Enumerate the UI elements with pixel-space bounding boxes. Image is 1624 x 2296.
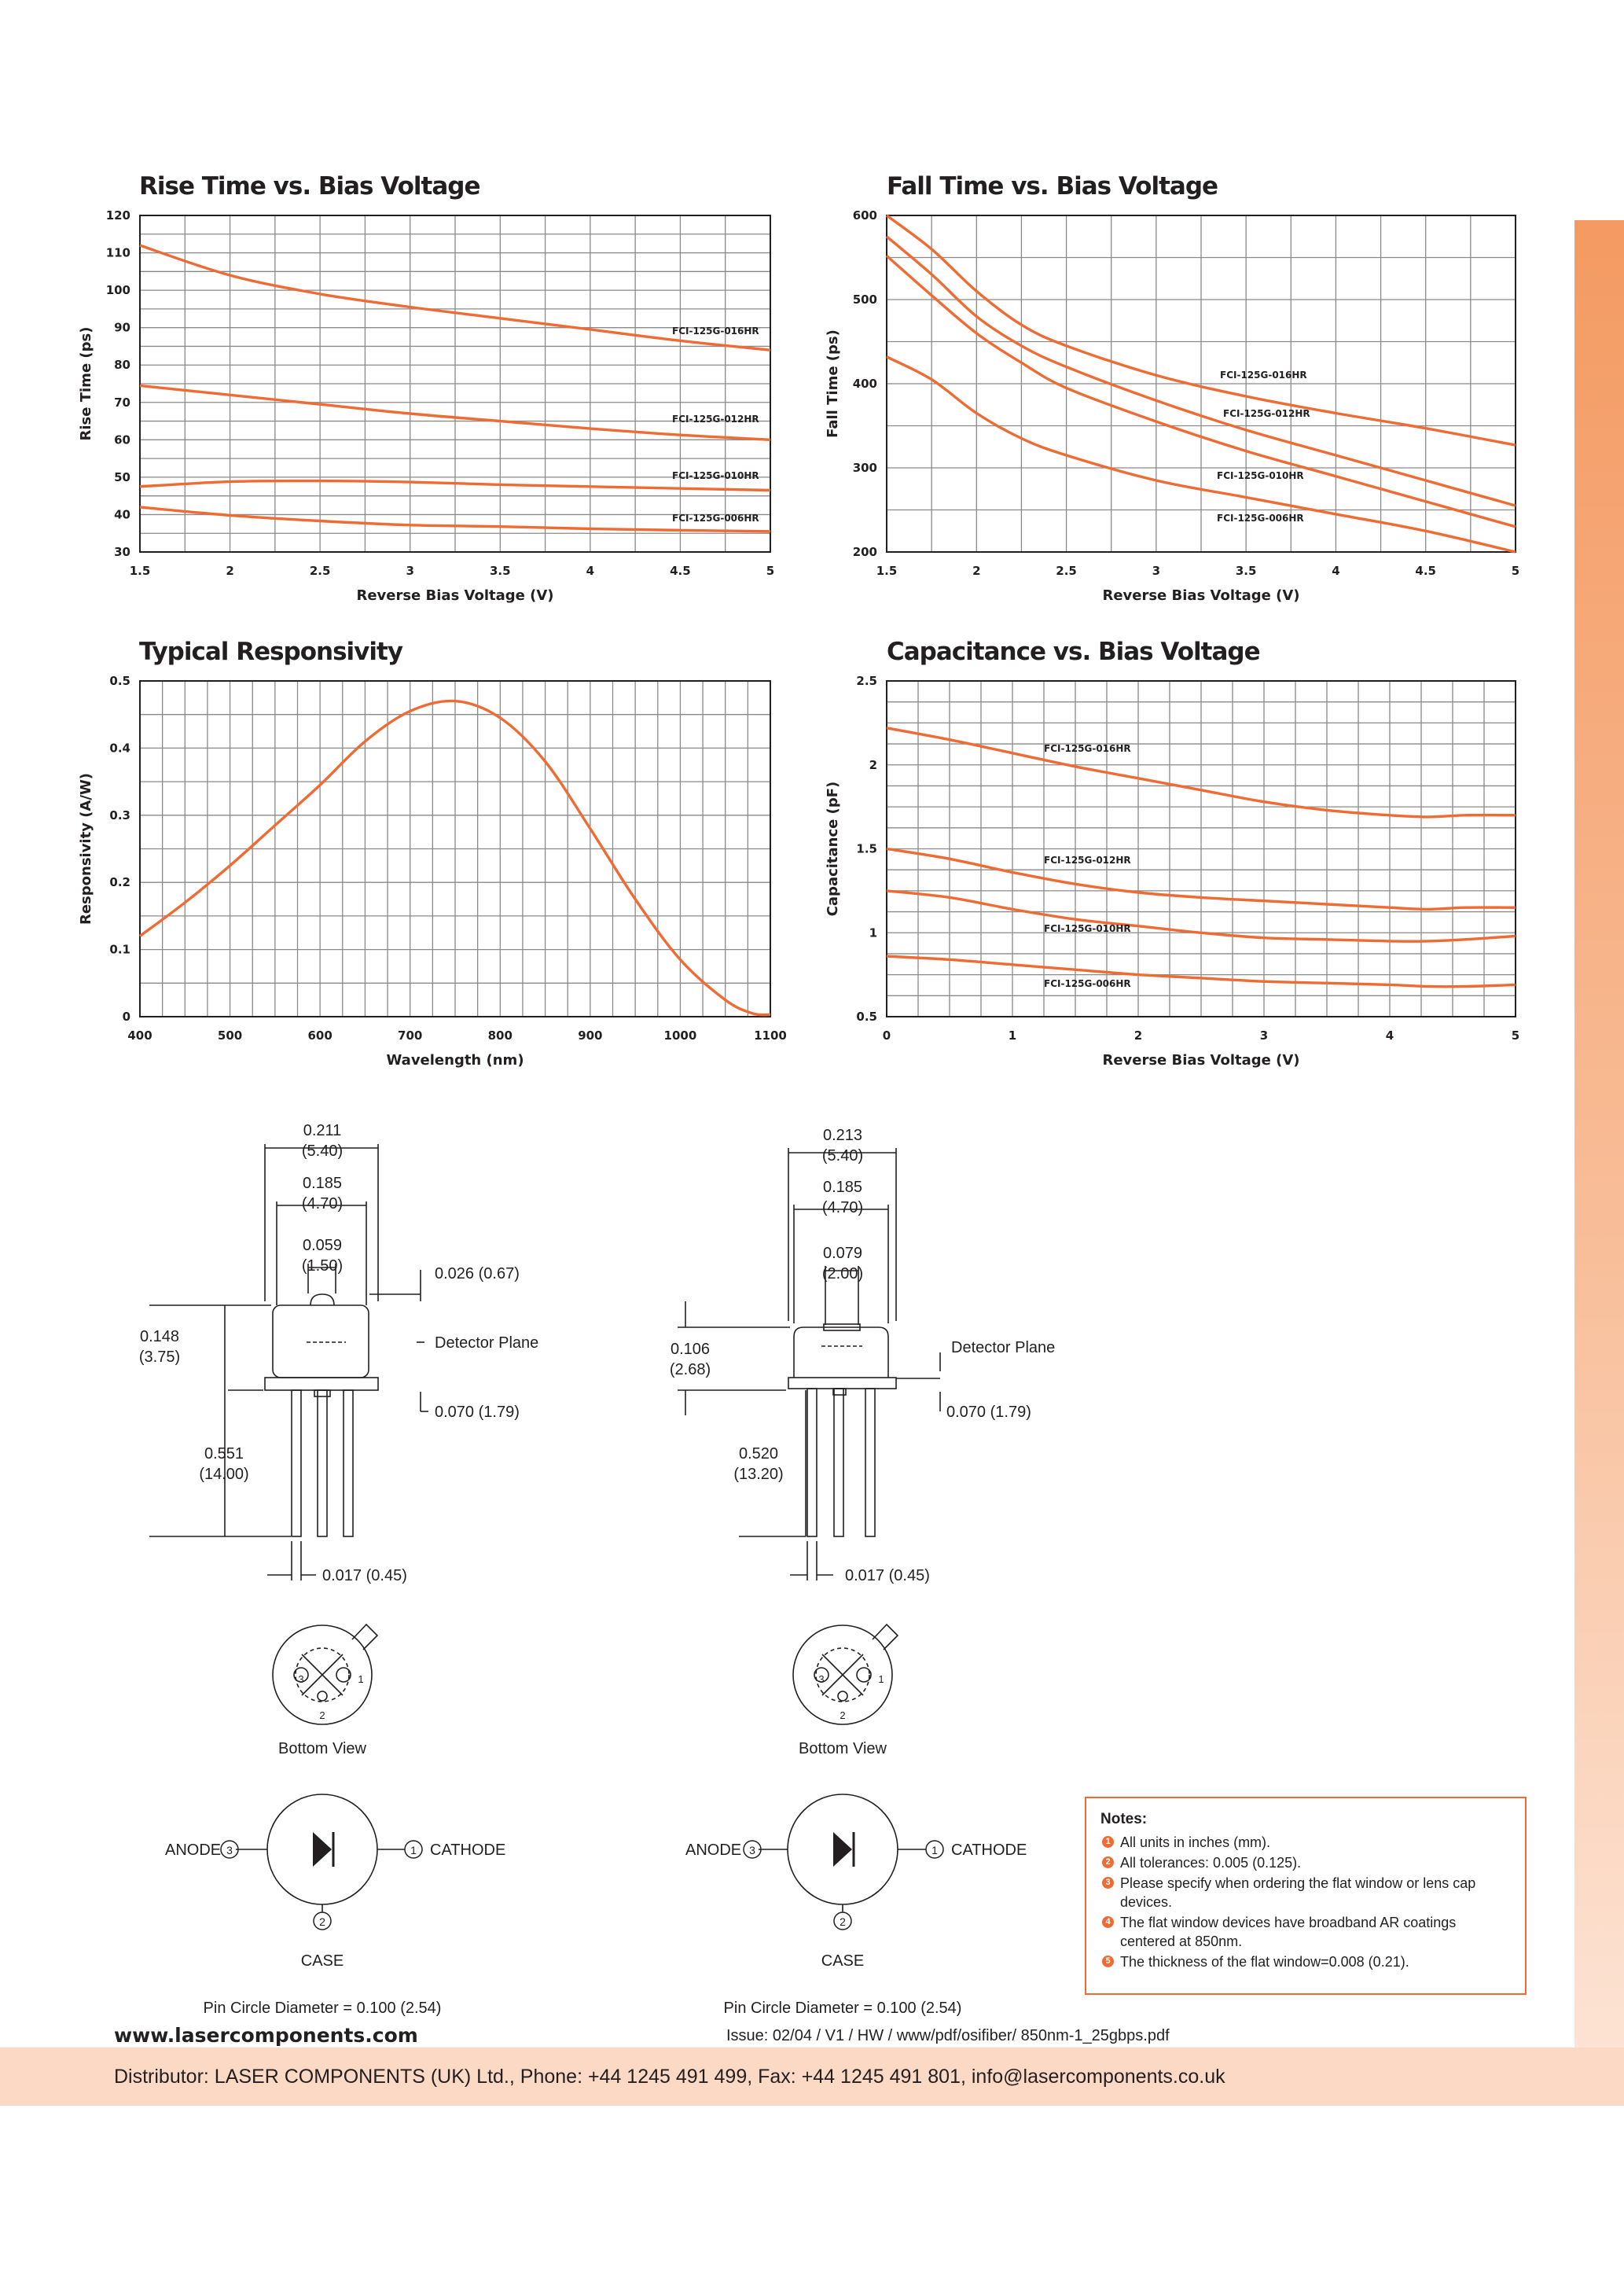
left-pin2: 2 bbox=[319, 1709, 325, 1721]
capacitance-title: Capacitance vs. Bias Voltage bbox=[887, 638, 1260, 666]
left-case-label: CASE bbox=[300, 1952, 344, 1970]
left-dim-window: 0.059 bbox=[302, 1237, 343, 1254]
x-tick-label: 4 bbox=[586, 564, 595, 578]
rise-time-title: Rise Time vs. Bias Voltage bbox=[139, 172, 480, 201]
y-tick-label: 110 bbox=[105, 245, 130, 260]
svg-text:2: 2 bbox=[840, 1915, 846, 1928]
left-cathode-label: CATHODE bbox=[430, 1842, 506, 1859]
series-label: FCI-125G-016HR bbox=[672, 326, 759, 337]
right-bottom-view-label: Bottom View bbox=[799, 1740, 887, 1757]
series-label: FCI-125G-006HR bbox=[1044, 978, 1131, 989]
right-dim-overall-mm: (5.40) bbox=[821, 1147, 864, 1165]
y-tick-label: 1 bbox=[869, 925, 877, 940]
series-label: FCI-125G-006HR bbox=[672, 513, 759, 524]
note-item bbox=[1100, 1833, 1511, 1852]
x-tick-label: 4 bbox=[1332, 564, 1340, 578]
y-tick-label: 0.5 bbox=[856, 1010, 877, 1024]
x-tick-label: 1 bbox=[1008, 1028, 1017, 1043]
left-dim-window-mm: (1.50) bbox=[301, 1257, 344, 1275]
left-dim-height: 0.148 bbox=[139, 1328, 180, 1345]
x-tick-label: 3 bbox=[1259, 1028, 1269, 1043]
svg-text:3: 3 bbox=[749, 1844, 755, 1856]
x-tick-label: 2 bbox=[972, 564, 981, 578]
footer-band bbox=[0, 2048, 1624, 2106]
y-tick-label: 0.3 bbox=[109, 808, 130, 822]
svg-text:2: 2 bbox=[319, 1915, 325, 1928]
x-tick-label: 3.5 bbox=[1235, 564, 1257, 578]
right-pin3: 3 bbox=[818, 1673, 825, 1685]
left-dim-cap: 0.185 bbox=[302, 1175, 343, 1192]
x-tick-label: 2.5 bbox=[309, 564, 331, 578]
y-tick-label: 2.5 bbox=[856, 674, 877, 688]
x-tick-label: 400 bbox=[127, 1028, 152, 1043]
x-tick-label: 5 bbox=[1511, 1028, 1520, 1043]
note-text: All units in inches (mm). bbox=[1120, 1834, 1271, 1850]
y-tick-label: 0 bbox=[122, 1010, 130, 1024]
x-tick-label: 2 bbox=[226, 564, 234, 578]
right-pin1: 1 bbox=[878, 1673, 884, 1685]
left-dim-height-mm: (3.75) bbox=[138, 1349, 181, 1366]
responsivity-title: Typical Responsivity bbox=[139, 638, 403, 666]
right-dim-window-mm: (2.00) bbox=[821, 1265, 864, 1282]
right-dim-cap: 0.185 bbox=[822, 1179, 863, 1196]
y-tick-label: 0.1 bbox=[109, 942, 130, 957]
series-label: FCI-125G-012HR bbox=[1044, 855, 1131, 866]
note-text: Please specify when ordering the flat window or lens cap devices. bbox=[1120, 1875, 1476, 1910]
note-number: 2 bbox=[1102, 1856, 1114, 1868]
x-tick-label: 3 bbox=[1152, 564, 1161, 578]
x-tick-label: 4.5 bbox=[1415, 564, 1437, 578]
right-dim-lead-mm: (13.20) bbox=[733, 1466, 784, 1483]
left-detector-plane: Detector Plane bbox=[435, 1334, 539, 1352]
x-tick-label: 900 bbox=[578, 1028, 603, 1043]
right-dim-window: 0.079 bbox=[822, 1245, 863, 1262]
x-tick-label: 500 bbox=[217, 1028, 243, 1043]
left-dim-cap-mm: (4.70) bbox=[301, 1195, 344, 1212]
left-dim-overall: 0.211 bbox=[303, 1122, 342, 1139]
x-tick-label: 1100 bbox=[754, 1028, 787, 1043]
y-tick-label: 80 bbox=[114, 358, 130, 373]
right-dim-lead: 0.520 bbox=[738, 1445, 779, 1463]
fall-time-title: Fall Time vs. Bias Voltage bbox=[887, 172, 1218, 201]
website-link[interactable]: www.lasercomponents.com bbox=[114, 2024, 418, 2047]
series-label: FCI-125G-010HR bbox=[672, 470, 759, 481]
note-item bbox=[1100, 1874, 1511, 1911]
x-tick-label: 4.5 bbox=[670, 564, 691, 578]
right-pin-circle-label: Pin Circle Diameter = 0.100 (2.54) bbox=[723, 2000, 962, 2017]
svg-text:1: 1 bbox=[931, 1844, 938, 1856]
series-label: FCI-125G-016HR bbox=[1044, 743, 1131, 754]
x-tick-label: 2.5 bbox=[1056, 564, 1077, 578]
series-label: FCI-125G-012HR bbox=[672, 414, 759, 425]
y-axis-label: Rise Time (ps) bbox=[78, 326, 94, 441]
note-text: All tolerances: 0.005 (0.125). bbox=[1120, 1855, 1302, 1871]
notes-title: Notes: bbox=[1100, 1811, 1148, 1827]
x-tick-label: 600 bbox=[307, 1028, 333, 1043]
y-axis-label: Fall Time (ps) bbox=[825, 329, 841, 438]
x-axis-label: Reverse Bias Voltage (V) bbox=[1102, 587, 1300, 604]
y-axis-label: Capacitance (pF) bbox=[825, 781, 841, 917]
y-tick-label: 2 bbox=[869, 757, 877, 772]
y-tick-label: 60 bbox=[114, 432, 130, 447]
right-pin2: 2 bbox=[840, 1709, 846, 1721]
x-tick-label: 0 bbox=[882, 1028, 891, 1043]
note-number: 1 bbox=[1102, 1836, 1114, 1848]
x-tick-label: 3.5 bbox=[489, 564, 511, 578]
right-anode-label: ANODE bbox=[685, 1842, 742, 1859]
y-tick-label: 0.4 bbox=[109, 741, 130, 756]
x-axis-label: Reverse Bias Voltage (V) bbox=[1102, 1052, 1300, 1069]
series-label: FCI-125G-006HR bbox=[1217, 513, 1304, 524]
note-number: 3 bbox=[1102, 1877, 1114, 1889]
right-dim-height-mm: (2.68) bbox=[669, 1361, 711, 1378]
y-tick-label: 50 bbox=[114, 469, 130, 484]
side-accent-bar bbox=[1574, 220, 1624, 2052]
note-item bbox=[1100, 1853, 1511, 1872]
left-dim-pin: 0.017 (0.45) bbox=[322, 1567, 407, 1584]
x-tick-label: 2 bbox=[1133, 1028, 1143, 1043]
left-dim-flange: 0.070 (1.79) bbox=[435, 1404, 520, 1421]
y-tick-label: 500 bbox=[852, 293, 877, 307]
left-bottom-view-label: Bottom View bbox=[278, 1740, 366, 1757]
right-dim-height: 0.106 bbox=[670, 1341, 711, 1358]
y-tick-label: 0.5 bbox=[109, 674, 130, 688]
note-text: The thickness of the flat window=0.008 (0.21). bbox=[1120, 1954, 1409, 1970]
y-tick-label: 40 bbox=[114, 507, 130, 522]
note-item bbox=[1100, 1913, 1511, 1951]
right-dim-cap-mm: (4.70) bbox=[821, 1199, 864, 1216]
y-axis-label: Responsivity (A/W) bbox=[78, 772, 94, 925]
y-tick-label: 90 bbox=[114, 320, 130, 335]
x-tick-label: 700 bbox=[398, 1028, 423, 1043]
right-dim-pin: 0.017 (0.45) bbox=[845, 1567, 930, 1584]
x-tick-label: 800 bbox=[487, 1028, 513, 1043]
x-tick-label: 1000 bbox=[663, 1028, 697, 1043]
series-label: FCI-125G-016HR bbox=[1220, 370, 1307, 381]
y-tick-label: 200 bbox=[852, 545, 877, 559]
left-pin-circle-label: Pin Circle Diameter = 0.100 (2.54) bbox=[203, 2000, 442, 2017]
x-tick-label: 1.5 bbox=[129, 564, 151, 578]
x-tick-label: 1.5 bbox=[876, 564, 898, 578]
right-dim-flange: 0.070 (1.79) bbox=[946, 1404, 1031, 1421]
note-number: 5 bbox=[1102, 1956, 1114, 1967]
y-tick-label: 70 bbox=[114, 395, 130, 410]
series-label: FCI-125G-010HR bbox=[1044, 923, 1131, 934]
left-dim-window-height: 0.026 (0.67) bbox=[435, 1265, 520, 1282]
y-tick-label: 120 bbox=[105, 208, 130, 223]
left-pin1: 1 bbox=[358, 1673, 364, 1685]
issue-info: Issue: 02/04 / V1 / HW / www/pdf/osifiber/ 850nm-1_25gbps.pdf bbox=[726, 2027, 1170, 2044]
x-tick-label: 5 bbox=[1511, 564, 1520, 578]
y-tick-label: 600 bbox=[852, 208, 877, 223]
x-tick-label: 3 bbox=[406, 564, 414, 578]
y-tick-label: 100 bbox=[105, 283, 130, 298]
series-label: FCI-125G-010HR bbox=[1217, 470, 1304, 481]
left-dim-lead-mm: (14.00) bbox=[199, 1466, 249, 1483]
right-dim-overall: 0.213 bbox=[822, 1127, 863, 1144]
right-cathode-label: CATHODE bbox=[951, 1842, 1027, 1859]
x-tick-label: 5 bbox=[766, 564, 775, 578]
y-tick-label: 30 bbox=[114, 545, 130, 559]
note-item bbox=[1100, 1952, 1511, 1971]
note-number: 4 bbox=[1102, 1916, 1114, 1928]
note-text: The flat window devices have broadband AR coatings centered at 850nm. bbox=[1120, 1915, 1457, 1949]
right-detector-plane: Detector Plane bbox=[951, 1339, 1056, 1356]
svg-text:3: 3 bbox=[226, 1844, 233, 1856]
distributor-text: Distributor: LASER COMPONENTS (UK) Ltd., Phone: +44 1245 491 499, Fax: +44 1245 491 801, info@lasercomponents.co.uk bbox=[114, 2066, 1225, 2088]
y-tick-label: 0.2 bbox=[109, 875, 130, 890]
notes-box bbox=[1085, 1797, 1527, 1995]
svg-text:1: 1 bbox=[410, 1844, 417, 1856]
y-tick-label: 1.5 bbox=[856, 841, 877, 856]
x-axis-label: Reverse Bias Voltage (V) bbox=[356, 587, 554, 604]
x-axis-label: Wavelength (nm) bbox=[386, 1052, 524, 1069]
series-label: FCI-125G-012HR bbox=[1223, 408, 1310, 419]
y-tick-label: 300 bbox=[852, 461, 877, 475]
left-anode-label: ANODE bbox=[165, 1842, 222, 1859]
right-case-label: CASE bbox=[821, 1952, 865, 1970]
x-tick-label: 4 bbox=[1385, 1028, 1394, 1043]
left-dim-lead: 0.551 bbox=[204, 1445, 244, 1463]
left-pin3: 3 bbox=[298, 1673, 304, 1685]
y-tick-label: 400 bbox=[852, 377, 877, 391]
left-dim-overall-mm: (5.40) bbox=[301, 1142, 344, 1160]
